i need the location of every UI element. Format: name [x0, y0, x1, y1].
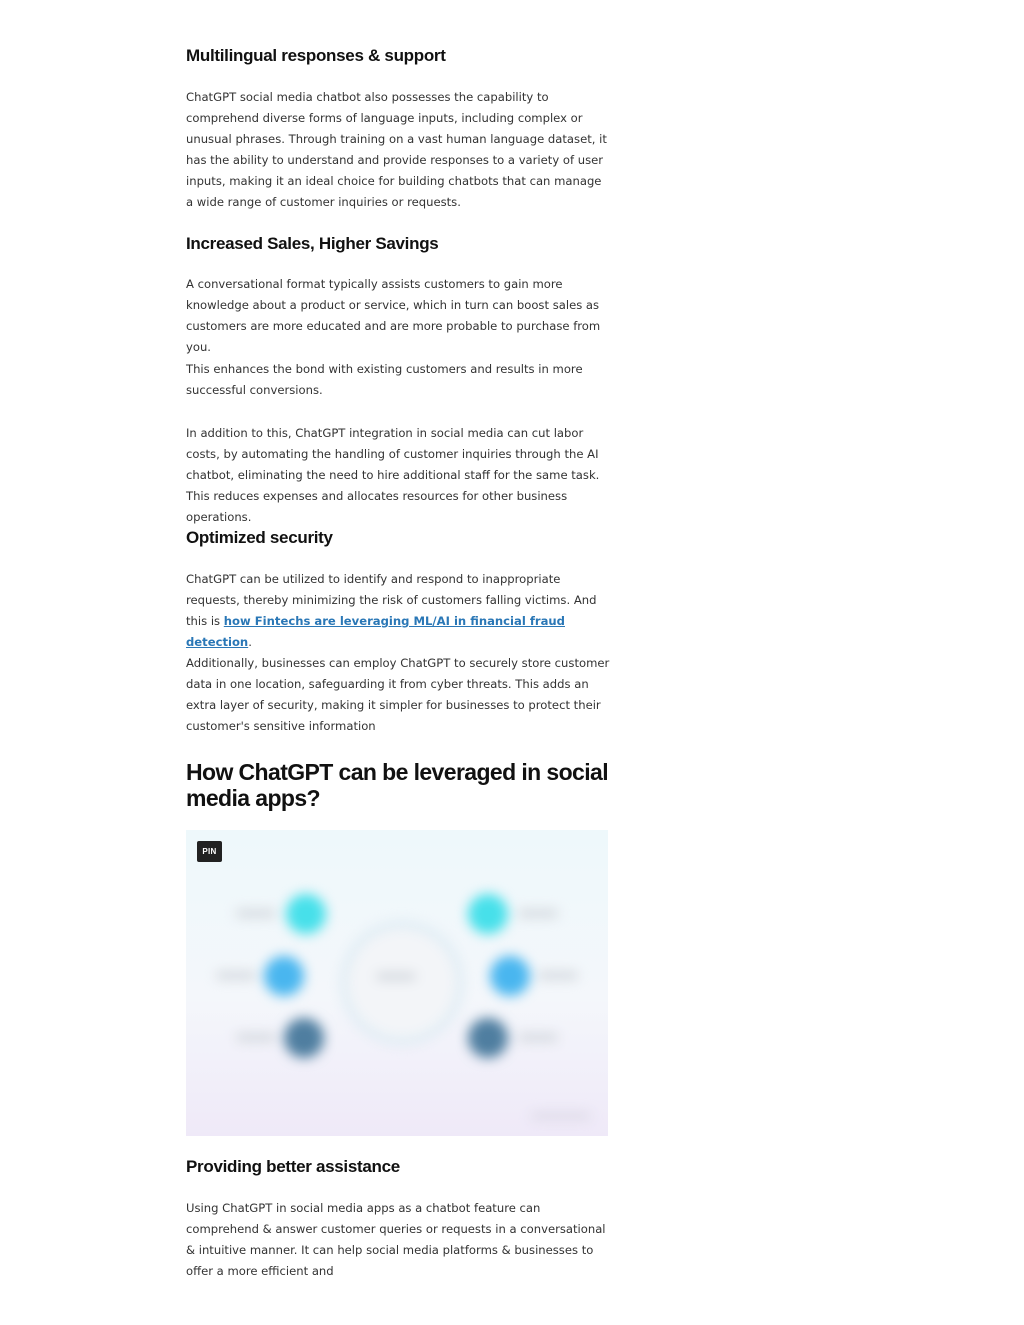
fintech-fraud-detection-link[interactable]: how Fintechs are leveraging ML/AI in financial fraud detection — [186, 614, 565, 649]
heading-sales: Increased Sales, Higher Savings — [186, 234, 439, 253]
label-bar — [236, 1034, 276, 1041]
pin-button[interactable]: PIN — [197, 841, 222, 862]
label-bar — [236, 910, 276, 917]
paragraph-multilingual: ChatGPT social media chatbot also possesses the capability to comprehend diverse forms of language inputs, including complex or unusual phrases. Through training on a vast human language dataset, it has the ability to understand and provide responses to a variety of user inputs, making it an ideal choice for building chatbots that can manage a wide range of customer inquiries or requests. — [186, 90, 607, 209]
label-bar — [538, 972, 578, 979]
blurred-infographic-image — [186, 830, 608, 1136]
heading-security: Optimized security — [186, 528, 333, 547]
label-bar — [216, 972, 256, 979]
mid-left-node — [264, 956, 304, 996]
bottom-left-node — [284, 1018, 324, 1058]
paragraph-sales-1: A conversational format typically assists customers to gain more knowledge about a product or service, which in turn can boost sales as customers are more educated and are more probable to purchase from you. — [186, 277, 601, 354]
heading-assistance: Providing better assistance — [186, 1157, 400, 1176]
bottom-right-node — [468, 1018, 508, 1058]
top-right-node — [468, 894, 508, 934]
paragraph-security-1 — [186, 569, 610, 653]
heading-multilingual: Multilingual responses & support — [186, 46, 446, 65]
paragraph-sales-2: This enhances the bond with existing customers and results in more successful conversions. — [186, 362, 583, 397]
heading-leverage: How ChatGPT can be leveraged in social media apps? — [186, 759, 608, 811]
paragraph-security-1-text: ChatGPT can be utilized to identify and respond to inappropriate requests, thereby minimizing the risk of customers falling victims. And this is — [186, 572, 597, 628]
label-bar — [518, 1034, 558, 1041]
paragraph-sales-3: In addition to this, ChatGPT integration in social media can cut labor costs, by automating the handling of customer inquiries through the AI chatbot, eliminating the need to hire additional staff for the same task. This reduces expenses and allocates resources for other business operations. — [186, 426, 600, 524]
paragraph-security-1-end: . — [248, 635, 252, 649]
center-label-bar — [376, 973, 416, 980]
mid-right-node — [490, 956, 530, 996]
watermark-bar — [531, 1113, 591, 1119]
label-bar — [518, 910, 558, 917]
infographic-illustration — [186, 830, 608, 1136]
paragraph-security-2: Additionally, businesses can employ ChatGPT to securely store customer data in one location, safeguarding it from cyber threats. This adds an extra layer of security, making it simpler for businesses to protect their customer's sensitive information — [186, 656, 610, 733]
center-ring — [341, 922, 463, 1044]
top-left-node — [286, 894, 326, 934]
paragraph-assistance: Using ChatGPT in social media apps as a chatbot feature can comprehend & answer customer queries or requests in a conversational & intuitive manner. It can help social media platforms & businesses to offer a more efficient and — [186, 1201, 606, 1278]
